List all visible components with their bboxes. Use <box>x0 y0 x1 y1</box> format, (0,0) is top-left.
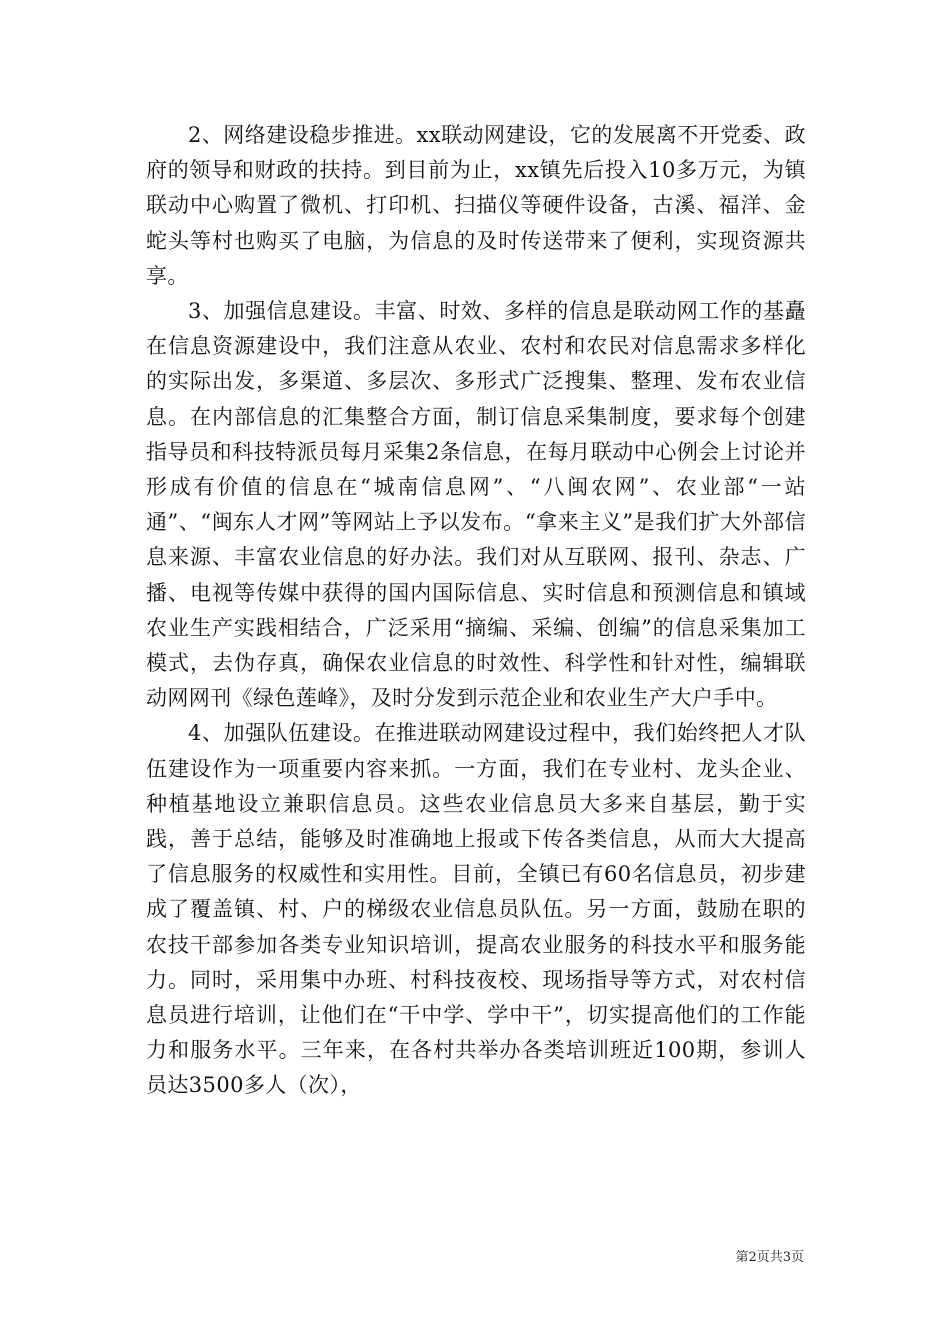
document-body <box>146 118 806 1104</box>
paragraph-information-construction: 3、加强信息建设。丰富、时效、多样的信息是联动网工作的基矗在信息资源建设中，我们注意从农业、农村和农民对信息需求多样化的实际出发，多渠道、多层次、多形式广泛搜集、整理、发布农业信息。在内部信息的汇集整合方面，制订信息采集制度，要求每个创建指导员和科技特派员每月采集2条信息，在每月联动中心例会上讨论并形成有价值的信息在“城南信息网”、“八闽农网”、农业部“一站通”、“闽东人才网”等网站上予以发布。“拿来主义”是我们扩大外部信息来源、丰富农业信息的好办法。我们对从互联网、报刊、杂志、广播、电视等传媒中获得的国内国际信息、实时信息和预测信息和镇域农业生产实践相结合，广泛采用“摘编、采编、创编”的信息采集加工模式，去伪存真，确保农业信息的时效性、科学性和针对性，编辑联动网网刊《绿色莲峰》，及时分发到示范企业和农业生产大户手中。 <box>146 299 806 711</box>
page-number-footer: 第2页共3页 <box>735 1250 804 1265</box>
paragraph-team-construction: 4、加强队伍建设。在推进联动网建设过程中，我们始终把人才队伍建设作为一项重要内容来抓。一方面，我们在专业村、龙头企业、种植基地设立兼职信息员。这些农业信息员大多来自基层，勤于实践，善于总结，能够及时准确地上报或下传各类信息，从而大大提高了信息服务的权威性和实用性。目前，全镇已有60名信息员，初步建成了覆盖镇、村、户的梯级农业信息员队伍。另一方面，鼓励在职的农技干部参加各类专业知识培训，提高农业服务的科技水平和服务能力。同时，采用集中办班、村科技夜校、现场指导等方式，对农村信息员进行培训，让他们在“干中学、学中干”，切实提高他们的工作能力和服务水平。三年来，在各村共举办各类培训班近100期，参训人员达3500多人（次）， <box>146 721 806 1098</box>
paragraph-network-construction: 2、网络建设稳步推进。xx联动网建设，它的发展离不开党委、政府的领导和财政的扶持。到目前为止，xx镇先后投入10多万元，为镇联动中心购置了微机、打印机、扫描仪等硬件设备，古溪、福洋、金蛇头等村也购买了电脑，为信息的及时传送带来了便利，实现资源共享。 <box>146 123 806 288</box>
